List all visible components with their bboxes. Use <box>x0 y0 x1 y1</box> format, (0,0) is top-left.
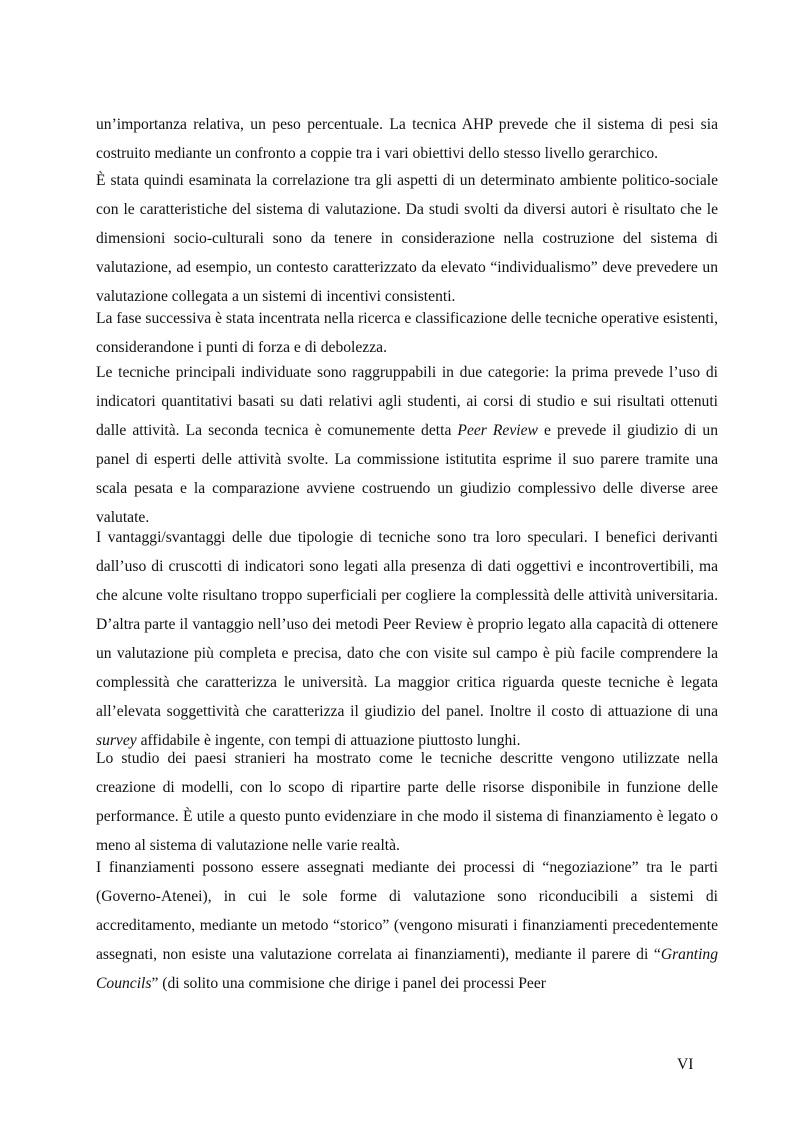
text-run: La fase successiva è stata incentrata nella ricerca e classificazione delle tecniche operative esistenti, considerandone i punti di forza e di debolezza. <box>96 310 718 356</box>
paragraph <box>96 358 718 532</box>
italic-text-run: Granting Councils <box>96 946 718 992</box>
italic-text-run: survey <box>96 732 137 749</box>
text-run: Le tecniche principali individuate sono raggruppabili in due categorie: la prima prevede l’uso di indicatori quantitativi basati su dati relativi agli studenti, ai corsi di studio e sui risultati ottenuti dalle attività. La seconda tecnica è comunemente detta <box>96 364 718 439</box>
text-run: Lo studio dei paesi stranieri ha mostrato come le tecniche descritte vengono utilizzate nella creazione di modelli, con lo scopo di ripartire parte delle risorse disponibile in funzione delle performance. È utile a questo punto evidenziare in che modo il sistema di finanziamento è legato o meno al sistema di valutazione nelle varie realtà. <box>96 750 718 854</box>
text-run: ” (di solito una commisione che dirige i panel dei processi Peer <box>151 975 546 992</box>
paragraph <box>96 744 718 860</box>
paragraph <box>96 110 718 168</box>
text-run: e prevede il giudizio di un panel di esperti delle attività svolte. La commissione istitutita esprime il suo parere tramite una scala pesata e la comparazione avviene costruendo un giudizio complessivo delle diverse aree valutate. <box>96 422 719 526</box>
text-run: affidabile è ingente, con tempi di attuazione piuttosto lunghi. <box>136 732 521 749</box>
text-run: I finanziamenti possono essere assegnati mediante dei processi di “negoziazione” tra le parti (Governo-Atenei), in cui le sole forme di valutazione sono riconducibili a sistemi di accreditamento, mediante un metodo “storico” (vengono misurati i finanziamenti precedentemente assegnati, non esiste una valutazione correlata ai finanziamenti), mediante il parere di “ <box>96 859 718 963</box>
text-run: un’importanza relativa, un peso percentuale. La tecnica AHP prevede che il sistema di pesi sia costruito mediante un confronto a coppie tra i vari obiettivi dello stesso livello gerarchico. <box>96 116 718 162</box>
paragraph <box>96 853 718 998</box>
paragraph <box>96 523 718 755</box>
text-run: I vantaggi/svantaggi delle due tipologie di tecniche sono tra loro speculari. I benefici derivanti dall’uso di cruscotti di indicatori sono legati alla presenza di dati oggettivi e incontrovertibili, ma che alcune volte risultano troppo superficiali per cogliere la complessità delle attività universitaria. D’altra parte il vantaggio nell’uso dei metodi Peer Review è proprio legato alla capacità di ottenere un valutazione più completa e precisa, dato che con visite sul campo è più facile comprendere la complessità che caratterizza le università. La maggior critica riguarda queste tecniche è legata all’elevata soggettività che caratterizza il giudizio del panel. Inoltre il costo di attuazione di una <box>96 529 718 720</box>
page-number: VI <box>677 1056 694 1073</box>
text-run: È stata quindi esaminata la correlazione tra gli aspetti di un determinato ambiente politico-sociale con le caratteristiche del sistema di valutazione. Da studi svolti da diversi autori è risultato che le dimensioni socio-culturali sono da tenere in considerazione nella costruzione del sistema di valutazione, ad esempio, un contesto caratterizzato da elevato “individualismo” deve prevedere un valutazione collegata a un sistemi di incentivi consistenti. <box>96 172 718 305</box>
paragraph <box>96 166 718 311</box>
paragraph <box>96 304 718 362</box>
italic-text-run: Peer Review <box>457 422 538 439</box>
